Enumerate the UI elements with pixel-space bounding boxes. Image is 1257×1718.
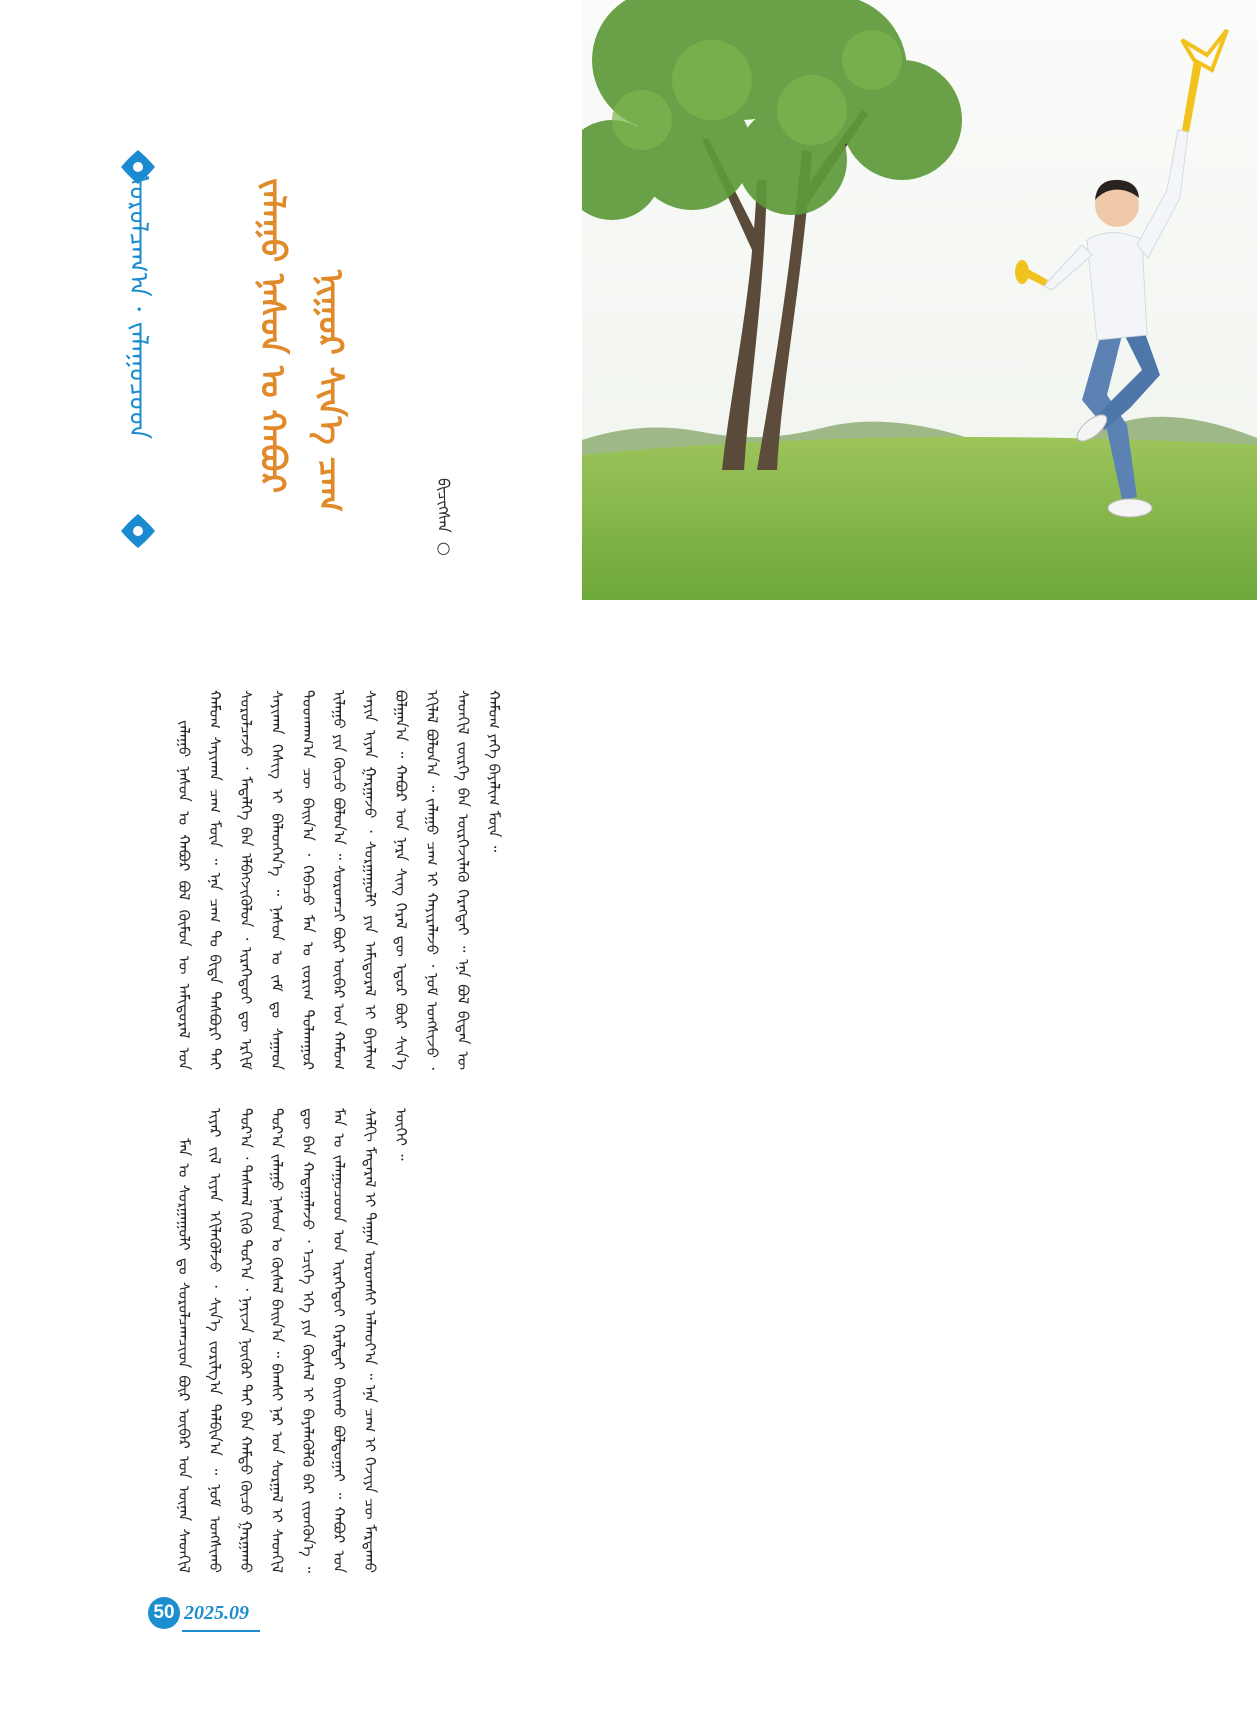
photo-illustration	[582, 0, 1257, 600]
article-title-line-1: ᠵᠠᠯᠠᠭᠤ ᠨᠠᠰᠤᠨ ᠤ ᠬᠠᠪᠤᠷ	[252, 178, 292, 494]
ornament-icon	[119, 512, 157, 550]
section-label: ᠰᠤᠷᠤᠯᠴᠠᠭ᠎ᠠ · ᠵᠠᠯᠠᠭᠤᠴᠤᠳ	[123, 170, 153, 440]
cover-photo	[582, 0, 1257, 600]
issue-underline	[182, 1630, 260, 1632]
article-title-line-2: ᠨᠢᠭᠤᠷ ᠰᠢᠨ᠎ᠡ ᠴᠠᠭ	[310, 270, 350, 513]
paragraph: ᠮᠠᠨ ᠤ ᠰᠤᠷᠭᠠᠭᠤᠯᠢ ᠳᠤ ᠰᠤᠷᠤᠯᠴᠠᠭᠴᠢᠳ ᠪᠦᠷ ᠦᠪᠡᠷ ᠤᠨ ᠦᠨᠡᠨ ᠰᠡᠳᠬᠢᠯ ᠢᠶᠡᠷ ᠵᠢᠯ ᠢᠶᠡᠨ ᠡᠬᠢᠯᠡᠭᠦᠯᠵᠦ ᠂ ᠰᠢᠨ᠎ᠡ ᠵᠣᠷᠢᠯᠭ᠎ᠠ ᠲᠠᠯᠪᠢᠨ᠎ᠠ ᠃ ᠨᠣᠮ ᠤᠩᠰᠢᠬᠤ ᠳᠤᠷ᠎ᠠ ᠂ ᠳᠠᠰᠭᠠᠯ ᠬᠢᠬᠦ ᠳᠤᠷ᠎ᠠ ᠂ ᠨᠠᠶᠢᠵᠠ ᠨᠥᠬᠦᠷ ᠲᠡᠢ ᠪᠡᠨ ᠬᠠᠮᠲᠤ ᠬᠦᠴᠦ ᠭᠠᠷᠭᠠᠬᠤ ᠳᠤᠷ᠎ᠠ ᠵᠠᠯᠠᠭᠤ ᠨᠠᠰᠤᠨ ᠤ ᠬᠦᠰᠡᠯ ᠪᠠᠢᠨ᠎ᠠ ᠃ ᠪᠠᠭᠰᠢ ᠨᠠᠷ ᠤᠨ ᠰᠤᠷᠭᠠᠯ ᠢ ᠰᠡᠳᠬᠢᠯ ᠳᠦ ᠪᠡᠨ ᠬᠠᠳᠠᠭᠠᠯᠠᠵᠤ ᠂ ᠡᠴᠢᠭᠡ ᠡᠬᠡ ᠶᠢᠨ ᠬᠦᠰᠡᠯ ᠢ ᠪᠡᠶᠡᠯᠡᠭᠦᠯᠬᠦ ᠪᠡᠷ ᠵᠢᠳᠬᠦᠨ᠎ᠡ ᠃ ᠮᠠᠨ ᠤ ᠵᠠᠯᠠᠭᠤᠴᠤᠳ ᠤᠨ ᠢᠷᠡᠭᠡᠳᠦᠢ ᠭᠡᠷᠡᠯᠲᠡᠢ ᠪᠠᠢᠬᠤ ᠪᠣᠯᠲᠤᠭᠠᠢ ᠃ ᠬᠠᠪᠤᠷ ᠤᠨ ᠰᠠᠯᠬᠢ ᠮᠡᠳᠡᠷᠡᠯ ᠢ ᠳᠠᠭᠠᠨ ᠤᠷᠤᠭᠰᠢ ᠠᠯᠬᠤᠶ᠎ᠠ ᠃ ᠡᠨᠡ ᠴᠠᠭ ᠢ ᠬᠡᠵᠢᠶᠡ ᠴᠦ ᠮᠠᠷᠳᠠᠬᠤ ᠦᠭᠡᠢ ᠃	[175, 1108, 410, 1573]
article-header	[105, 160, 485, 560]
article-body-bottom	[168, 1108, 1100, 1573]
article-body-top	[168, 690, 1100, 1070]
page-number: 50	[148, 1597, 180, 1629]
author-byline: ᠪᠢᠴᠢᠭᠰᠡᠨ ○	[434, 478, 453, 557]
issue-date: 2025.09	[184, 1602, 249, 1624]
paragraph: ᠵᠠᠯᠠᠭᠤ ᠨᠠᠰᠤᠨ ᠤ ᠬᠠᠪᠤᠷ ᠪᠣᠯ ᠬᠦᠮᠦᠨ ᠦ ᠠᠮᠢᠳᠤᠷᠠᠯ ᠤᠨ ᠬᠠᠮᠤᠭ ᠰᠠᠶᠢᠬᠠᠨ ᠴᠠᠭ ᠮᠦᠨ ᠃ ᠡᠨᠡ ᠴᠠᠭ ᠲᠤ ᠪᠢᠳᠡ ᠲᠡᠰᠪᠦᠷᠢ ᠲᠡᠢ ᠰᠤᠷᠤᠯᠴᠠᠵᠤ ᠂ ᠮᠡᠳᠡᠯᠭᠡ ᠪᠡᠨ ᠡᠯᠪᠡᠭᠵᠢᠭᠦᠯᠦᠨ ᠂ ᠢᠷᠡᠭᠡᠳᠦᠢ ᠳᠦ ᠡᠷᠬᠢᠮ ᠰᠠᠶᠢᠬᠠᠨ ᠬᠡᠰᠢᠭ ᠢ ᠪᠡᠯᠡᠳᠬᠡᠨ᠎ᠡ ᠃ ᠨᠠᠰᠤᠨ ᠤ ᠵᠠᠮ ᠳᠤ ᠰᠠᠭᠠᠳ ᠲᠤᠳᠬᠠᠭ᠎ᠠ ᠴᠦ ᠪᠠᠢᠨ᠎ᠠ ᠂ ᠭᠡᠪᠡᠴᠦ ᠮᠠᠨ ᠤ ᠵᠣᠷᠢᠭ ᠲᠤᠯᠬᠠᠭᠤᠷ ᠢᠯᠠᠭᠤ ᠶᠢᠨ ᠬᠦᠴᠦ ᠪᠣᠯᠤᠨ᠎ᠠ ᠃ ᠰᠤᠷᠤᠭᠴᠢ ᠪᠦᠷ ᠦᠪᠡᠷ ᠤᠨ ᠬᠠᠮᠤᠭ ᠰᠠᠶᠢᠨ ᠢᠶᠠᠨ ᠭᠠᠷᠭᠠᠵᠤ ᠂ ᠰᠤᠷᠭᠠᠭᠤᠯᠢ ᠶᠢᠨ ᠠᠮᠢᠳᠤᠷᠠᠯ ᠢ ᠪᠠᠶᠠᠯᠢᠭ ᠪᠣᠯᠭᠠᠨ᠎ᠠ ᠃ ᠬᠠᠪᠤᠷ ᠤᠨ ᠨᠠᠷᠠ ᠰᠢᠩ ᠭᠡᠷᠡᠯ ᠳᠦ ᠡᠳᠦᠷ ᠪᠦᠷ ᠰᠢᠨ᠎ᠡ ᠡᠬᠢᠯᠡᠯ ᠪᠣᠯᠤᠨ᠎ᠠ ᠃ ᠵᠠᠯᠠᠭᠤ ᠴᠠᠭ ᠢ ᠬᠠᠶᠢᠷᠠᠯᠠᠵᠤ ᠂ ᠨᠣᠮ ᠤᠩᠰᠢᠵᠤ ᠂ ᠰᠡᠳᠬᠢᠯ ᠵᠦᠷᠬᠡ ᠪᠡᠨ ᠦᠷᠭᠡᠵᠢᠯᠡᠬᠦ ᠬᠡᠷᠡᠭᠲᠡᠢ ᠃ ᠡᠨᠡ ᠪᠣᠯ ᠪᠢᠳᠡᠨ ᠦ ᠬᠠᠮᠤᠭ ᠶᠡᠬᠡ ᠪᠠᠶᠠᠯᠢᠭ ᠮᠦᠨ ᠃	[175, 690, 503, 1070]
